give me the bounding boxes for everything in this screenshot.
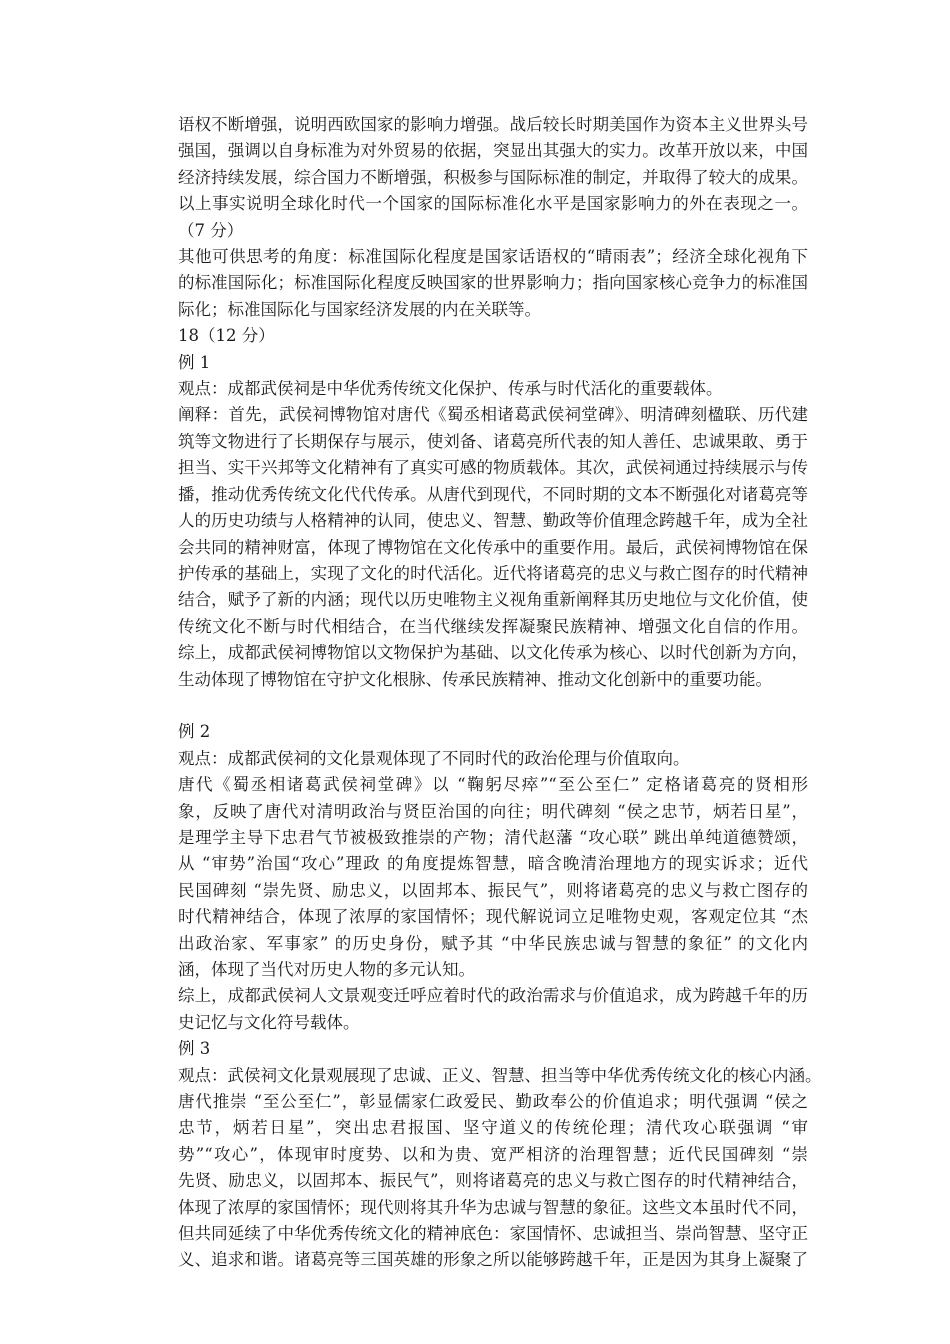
text-line: 观点：武侯祠文化景观展现了忠诚、正义、智慧、担当等中华优秀传统文化的核心内涵。 — [178, 1065, 822, 1085]
text-line: 史记忆与文化符号载体。 — [178, 1012, 360, 1032]
text-line: 体现了浓厚的家国情怀；现代则将其升华为忠诚与智慧的象征。这些文本虽时代不同， — [178, 1197, 808, 1217]
text-line: 传统文化不断与时代相结合，在当代继续发挥凝聚民族精神、增强文化自信的作用。 — [178, 616, 808, 636]
text-line: 唐代推崇 “至公至仁”，彰显儒家仁政爱民、勤政奉公的价值追求；明代强调 “侯之 — [178, 1092, 808, 1112]
text-line: 18（12 分） — [178, 326, 275, 346]
text-line: 综上，成都武侯祠博物馆以文物保护为基础、以文化传承为核心、以时代创新为方向， — [178, 643, 808, 663]
text-line: 会共同的精神财富，体现了博物馆在文化传承中的重要作用。最后，武侯祠博物馆在保 — [178, 537, 808, 557]
text-line: 例 3 — [178, 1039, 211, 1059]
text-line: 涵，体现了当代对历史人物的多元认知。 — [178, 959, 475, 979]
text-line: 人的历史功绩与人格精神的认同，使忠义、智慧、勤政等价值理念跨越千年，成为全社 — [178, 511, 808, 531]
text-line: 民国碑刻 “崇先贤、励忠义，以固邦本、振民气”，则将诸葛亮的忠义与救亡图存的 — [178, 880, 808, 900]
document-body — [178, 112, 822, 1274]
text-line: 从 “审势”治国“攻心”理政 的角度提炼智慧，暗含晚清治理地方的现实诉求；近代 — [178, 854, 808, 874]
text-line: 义、追求和谐。诸葛亮等三国英雄的形象之所以能够跨越千年，正是因为其身上凝聚了 — [178, 1250, 808, 1270]
text-line: 但共同延续了中华优秀传统文化的精神底色：家国情怀、忠诚担当、崇尚智慧、坚守正 — [178, 1224, 808, 1244]
text-line: 唐代《蜀丞相诸葛武侯祠堂碑》以 “鞠躬尽瘁”“至公至仁” 定格诸葛亮的贤相形 — [178, 775, 808, 795]
text-line: 忠节，炳若日星”，突出忠君报国、坚守道义的传统伦理；清代攻心联强调 “审 — [178, 1118, 808, 1138]
text-line: 综上，成都武侯祠人文景观变迁呼应着时代的政治需求与价值追求，成为跨越千年的历 — [178, 986, 808, 1006]
text-line: 阐释：首先，武侯祠博物馆对唐代《蜀丞相诸葛武侯祠堂碑》、明清碑刻楹联、历代建 — [178, 405, 808, 425]
text-line: 以上事实说明全球化时代一个国家的国际标准化水平是国家影响力的外在表现之一。 — [178, 194, 808, 214]
text-line: 护传承的基础上，实现了文化的时代活化。近代将诸葛亮的忠义与救亡图存的时代精神 — [178, 563, 808, 583]
text-line: 生动体现了博物馆在守护文化根脉、传承民族精神、推动文化创新中的重要功能。 — [178, 669, 772, 689]
text-line: 势”“攻心”，体现审时度势、以和为贵、宽严相济的治理智慧；近代民国碑刻 “崇 — [178, 1144, 808, 1164]
text-line: 担当、实干兴邦等文化精神有了真实可感的物质载体。其次，武侯祠通过持续展示与传 — [178, 458, 808, 478]
text-line: 其他可供思考的角度：标准国际化程度是国家话语权的“晴雨表”；经济全球化视角下 — [178, 247, 808, 267]
text-line: 例 1 — [178, 352, 211, 372]
text-line: 的标准国际化；标准国际化程度反映国家的世界影响力；指向国家核心竞争力的标准国 — [178, 273, 808, 293]
text-line: 例 2 — [178, 722, 211, 742]
text-line: 先贤、励忠义，以固邦本、振民气”，则将诸葛亮的忠义与救亡图存的时代精神结合， — [178, 1171, 808, 1191]
text-line: 际化；标准国际化与国家经济发展的内在关联等。 — [178, 299, 541, 319]
text-line: （7 分） — [178, 220, 244, 240]
text-line: 象，反映了唐代对清明政治与贤臣治国的向往；明代碑刻 “侯之忠节，炳若日星”， — [178, 801, 808, 821]
paragraph-gap — [178, 693, 808, 719]
text-line: 经济持续发展，综合国力不断增强，积极参与国际标准的制定，并取得了较大的成果。 — [178, 167, 808, 187]
text-line: 观点：成都武侯祠的文化景观体现了不同时代的政治伦理与价值取向。 — [178, 748, 690, 768]
text-line: 是理学主导下忠君气节被极致推崇的产物；清代赵藩 “攻心联” 跳出单纯道德赞颂， — [178, 827, 808, 847]
text-line: 强国，强调以自身标准为对外贸易的依据，突显出其强大的实力。改革开放以来，中国 — [178, 141, 808, 161]
text-line: 观点：成都武侯祠是中华优秀传统文化保护、传承与时代活化的重要载体。 — [178, 379, 723, 399]
text-line: 出政治家、军事家” 的历史身份，赋予其 “中华民族忠诚与智慧的象征” 的文化内 — [178, 933, 808, 953]
text-line: 时代精神结合，体现了浓厚的家国情怀；现代解说词立足唯物史观，客观定位其 “杰 — [178, 907, 808, 927]
text-line: 筑等文物进行了长期保存与展示，使刘备、诸葛亮所代表的知人善任、忠诚果敢、勇于 — [178, 431, 808, 451]
text-line: 播，推动优秀传统文化代代传承。从唐代到现代，不同时期的文本不断强化对诸葛亮等 — [178, 484, 808, 504]
text-line: 语权不断增强，说明西欧国家的影响力增强。战后较长时期美国作为资本主义世界头号 — [178, 115, 808, 134]
text-line: 结合，赋予了新的内涵；现代以历史唯物主义视角重新阐释其历史地位与文化价值，使 — [178, 590, 808, 610]
